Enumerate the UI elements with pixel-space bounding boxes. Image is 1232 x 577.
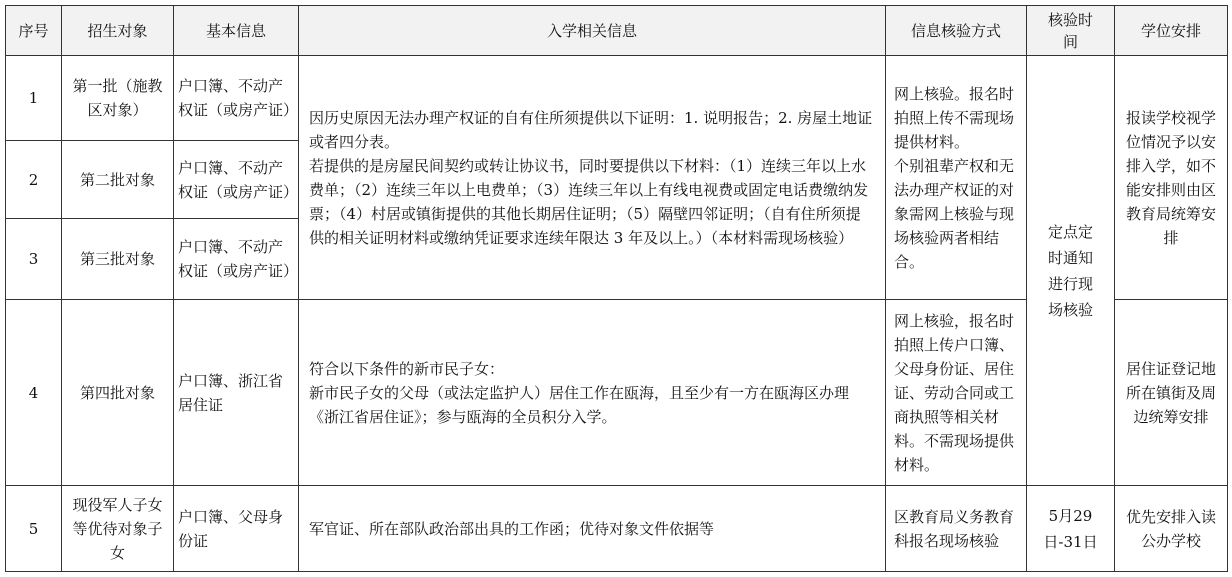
row-admission: 军官证、所在部队政治部出具的工作函；优待对象文件依据等 <box>299 486 886 572</box>
enrollment-table <box>5 5 1228 572</box>
header-no: 序号 <box>6 6 62 56</box>
header-verify: 信息核验方式 <box>886 6 1027 56</box>
row-no: 4 <box>6 300 62 486</box>
row-placement: 居住证登记地所在镇街及周边统筹安排 <box>1115 300 1228 486</box>
row-basic: 户口簿、不动产权证（或房产证） <box>174 56 299 141</box>
header-row <box>6 6 1228 56</box>
verify-text: 网上核验。报名时拍照上传不需现场提供材料。 个别祖辈产权和无法办理产权证的对象需网上核验与现场核验两者相结合。 <box>894 84 1015 271</box>
header-basic: 基本信息 <box>174 6 299 56</box>
table-row <box>6 486 1228 572</box>
row-no: 2 <box>6 141 62 219</box>
header-target: 招生对象 <box>62 6 174 56</box>
row-target: 第二批对象 <box>62 141 174 219</box>
header-placement: 学位安排 <box>1115 6 1228 56</box>
row-admission <box>299 300 886 486</box>
row-target: 第一批（施教区对象） <box>62 56 174 141</box>
row-target: 第三批对象 <box>62 219 174 300</box>
row-no: 5 <box>6 486 62 572</box>
placement-text: 报读学校视学位情况予以安排入学，如不能安排则由区教育局统筹安排 <box>1125 108 1216 247</box>
table-row <box>6 56 1228 141</box>
placement-cell <box>1115 56 1228 300</box>
row-verify: 区教育局义务教育科报名现场核验 <box>886 486 1027 572</box>
row-no: 1 <box>6 56 62 141</box>
verify-cell <box>886 56 1027 300</box>
row-no: 3 <box>6 219 62 300</box>
row-placement: 优先安排入读公办学校 <box>1115 486 1228 572</box>
admission-text: 符合以下条件的新市民子女： 新市民子女的父母（或法定监护人）居住工作在瓯海，且至少有一方在瓯海区办理《浙江省居住证》；参与瓯海的全员积分入学。 <box>309 359 850 426</box>
time-cell <box>1027 56 1115 486</box>
time-text: 定点定时通知进行现场核验 <box>1047 222 1093 319</box>
admission-info-text: 因历史原因无法办理产权证的自有住所须提供以下证明：1. 说明报告；2. 房屋土地证或者四分表。 若提供的是房屋民间契约或转让协议书，同时要提供以下材料：（1）连续三年以上水费单；（2）连续三年以上电费单；（3）连续三年以上有线电视费或固定电话费缴纳发票；（4）村居或镇街提供的其他长期居住证明；（5）隔壁四邻证明；（自有住所须提供的相关证明材料或缴纳凭证要求连续年限达 3 年及以上。）（本材料需现场核验） <box>309 108 873 247</box>
header-time: 核验时间 <box>1027 6 1115 56</box>
row-basic: 户口簿、父母身份证 <box>174 486 299 572</box>
row-verify: 网上核验，报名时拍照上传户口簿、父母身份证、居住证、劳动合同或工商执照等相关材料。不需现场提供材料。 <box>886 300 1027 486</box>
admission-info-cell <box>299 56 886 300</box>
header-admission: 入学相关信息 <box>299 6 886 56</box>
row-basic: 户口簿、浙江省居住证 <box>174 300 299 486</box>
row-basic: 户口簿、不动产权证（或房产证） <box>174 141 299 219</box>
row-basic: 户口簿、不动产权证（或房产证） <box>174 219 299 300</box>
row-target: 现役军人子女等优待对象子女 <box>62 486 174 572</box>
row-target: 第四批对象 <box>62 300 174 486</box>
row-time: 5月29日-31日 <box>1027 486 1115 572</box>
